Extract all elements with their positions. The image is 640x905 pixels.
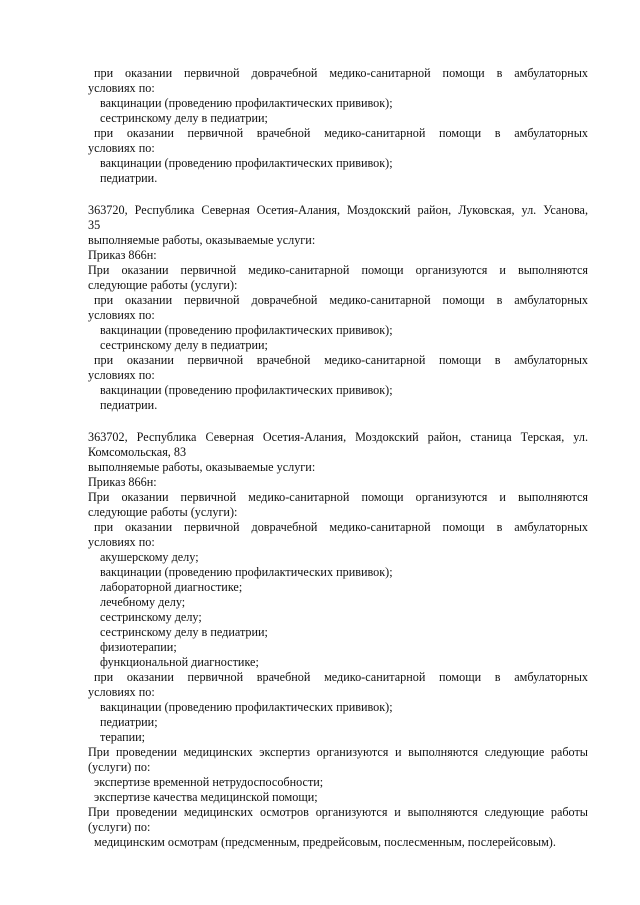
list-item: сестринскому делу; (100, 610, 202, 624)
paragraph-line: условиях по: (88, 535, 155, 549)
list-item: экспертизе временной нетрудоспособности; (94, 775, 324, 789)
paragraph-line: (услуги) по: (88, 820, 151, 834)
list-item: вакцинации (проведению профилактических прививок); (100, 565, 393, 579)
paragraph-line: При проведении медицинских осмотров организуются и выполняются следующие работы (88, 805, 588, 819)
list-item: педиатрии. (100, 398, 158, 412)
list-item: медицинским осмотрам (предсменным, предрейсовым, послесменным, послерейсовым). (94, 835, 556, 849)
list-item: вакцинации (проведению профилактических прививок); (100, 383, 393, 397)
section-heading: выполняемые работы, оказываемые услуги: (88, 460, 316, 474)
list-item: акушерскому делу; (100, 550, 199, 564)
address-line: 363720, Республика Северная Осетия-Алания, Моздокский район, Луковская, ул. Усанова, (88, 203, 588, 217)
list-item: педиатрии; (100, 715, 158, 729)
list-item: сестринскому делу в педиатрии; (100, 111, 268, 125)
paragraph-line: условиях по: (88, 308, 155, 322)
paragraph-line: условиях по: (88, 685, 155, 699)
paragraph-line: при оказании первичной доврачебной медико-санитарной помощи в амбулаторных (94, 66, 588, 80)
list-item: сестринскому делу в педиатрии; (100, 338, 268, 352)
address-line: Комсомольская, 83 (88, 445, 187, 459)
address-line: 363702, Республика Северная Осетия-Алания, Моздокский район, станица Терская, ул. (88, 430, 588, 444)
paragraph-line: при оказании первичной доврачебной медико-санитарной помощи в амбулаторных (94, 520, 588, 534)
paragraph-line: При оказании первичной медико-санитарной помощи организуются и выполняются (88, 263, 588, 277)
list-item: педиатрии. (100, 171, 158, 185)
section-heading: выполняемые работы, оказываемые услуги: (88, 233, 316, 247)
order-reference: Приказ 866н: (88, 248, 157, 262)
list-item: вакцинации (проведению профилактических прививок); (100, 700, 393, 714)
paragraph-line: при оказании первичной доврачебной медико-санитарной помощи в амбулаторных (94, 293, 588, 307)
list-item: лечебному делу; (100, 595, 186, 609)
paragraph-line: при оказании первичной врачебной медико-санитарной помощи в амбулаторных (94, 126, 588, 140)
list-item: вакцинации (проведению профилактических прививок); (100, 156, 393, 170)
paragraph-line: при оказании первичной врачебной медико-санитарной помощи в амбулаторных (94, 670, 588, 684)
list-item: функциональной диагностике; (100, 655, 259, 669)
paragraph-line: при оказании первичной врачебной медико-санитарной помощи в амбулаторных (94, 353, 588, 367)
paragraph-line: условиях по: (88, 368, 155, 382)
paragraph-line: При оказании первичной медико-санитарной помощи организуются и выполняются (88, 490, 588, 504)
address-line: 35 (88, 218, 101, 232)
list-item: терапии; (100, 730, 146, 744)
order-reference: Приказ 866н: (88, 475, 157, 489)
list-item: сестринскому делу в педиатрии; (100, 625, 268, 639)
paragraph-line: (услуги) по: (88, 760, 151, 774)
paragraph-line: При проведении медицинских экспертиз организуются и выполняются следующие работы (88, 745, 588, 759)
list-item: вакцинации (проведению профилактических прививок); (100, 323, 393, 337)
paragraph-line: следующие работы (услуги): (88, 278, 238, 292)
list-item: экспертизе качества медицинской помощи; (94, 790, 318, 804)
paragraph-line: условиях по: (88, 141, 155, 155)
paragraph-line: следующие работы (услуги): (88, 505, 238, 519)
list-item: вакцинации (проведению профилактических прививок); (100, 96, 393, 110)
list-item: физиотерапии; (100, 640, 177, 654)
list-item: лабораторной диагностике; (100, 580, 243, 594)
paragraph-line: условиях по: (88, 81, 155, 95)
